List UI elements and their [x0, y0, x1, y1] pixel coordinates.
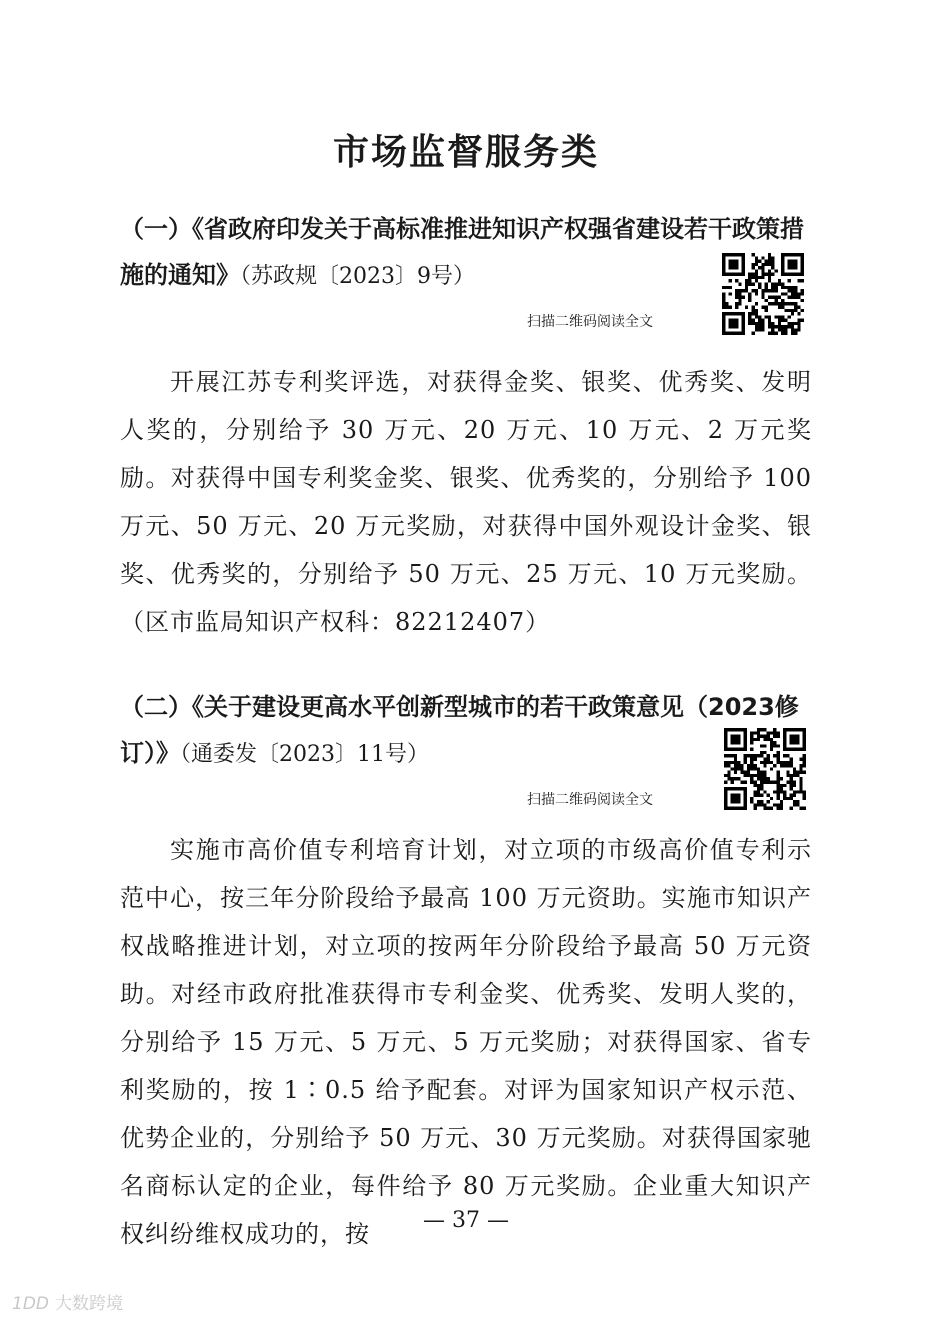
section-2-heading — [120, 684, 812, 778]
section-1-scan-caption: 扫描二维码阅读全文 — [527, 314, 653, 330]
qr-code-icon — [724, 728, 806, 810]
qr-code-icon — [722, 253, 804, 335]
watermark-logo: 1DD — [12, 1294, 49, 1314]
section-2-scan-caption: 扫描二维码阅读全文 — [527, 792, 653, 808]
section-1-paragraph: 开展江苏专利奖评选，对获得金奖、银奖、优秀奖、发明人奖的，分别给予 30 万元、20 万元、10 万元、2 万元奖励。对获得中国专利奖金奖、银奖、优秀奖的，分别给予 100 万元、50 万元、20 万元奖励，对获得中国外观设计金奖、银奖、优秀奖的，分别给予 50 万元、25 万元、10 万元奖励。（区市监局知识产权科：82212407） — [120, 368, 812, 636]
section-1-heading — [120, 206, 812, 300]
section-2-doc-number: （通委发〔2023〕11号） — [180, 742, 429, 767]
section-1-heading-title: （一）《省政府印发关于高标准推进知识产权强省建设若干政策措施的通知》 — [120, 215, 804, 289]
section-1-doc-number: （苏政规〔2023〕9号） — [240, 264, 475, 289]
section-2-heading-title: （二）《关于建设更高水平创新型城市的若干政策意见（2023修订）》 — [120, 693, 799, 767]
watermark — [12, 1292, 123, 1316]
section-2-paragraph: 实施市高价值专利培育计划，对立项的市级高价值专利示范中心，按三年分阶段给予最高 100 万元资助。实施市知识产权战略推进计划，对立项的按两年分阶段给予最高 50 万元资助。对经市政府批准获得市专利金奖、优秀奖、发明人奖的，分别给予 15 万元、5 万元、5 万元奖励；对获得国家、省专利奖励的，按 1∶0.5 给予配套。对评为国家知识产权示范、优势企业的，分别给予 50 万元、30 万元奖励。对获得国家驰名商标认定的企业，每件给予 80 万元奖励。企业重大知识产权纠纷维权成功的，按 — [120, 836, 812, 1248]
page-number: — 37 — — [423, 1208, 509, 1233]
page-title: 市场监督服务类 — [332, 132, 599, 173]
watermark-text: 大数跨境 — [55, 1294, 123, 1314]
